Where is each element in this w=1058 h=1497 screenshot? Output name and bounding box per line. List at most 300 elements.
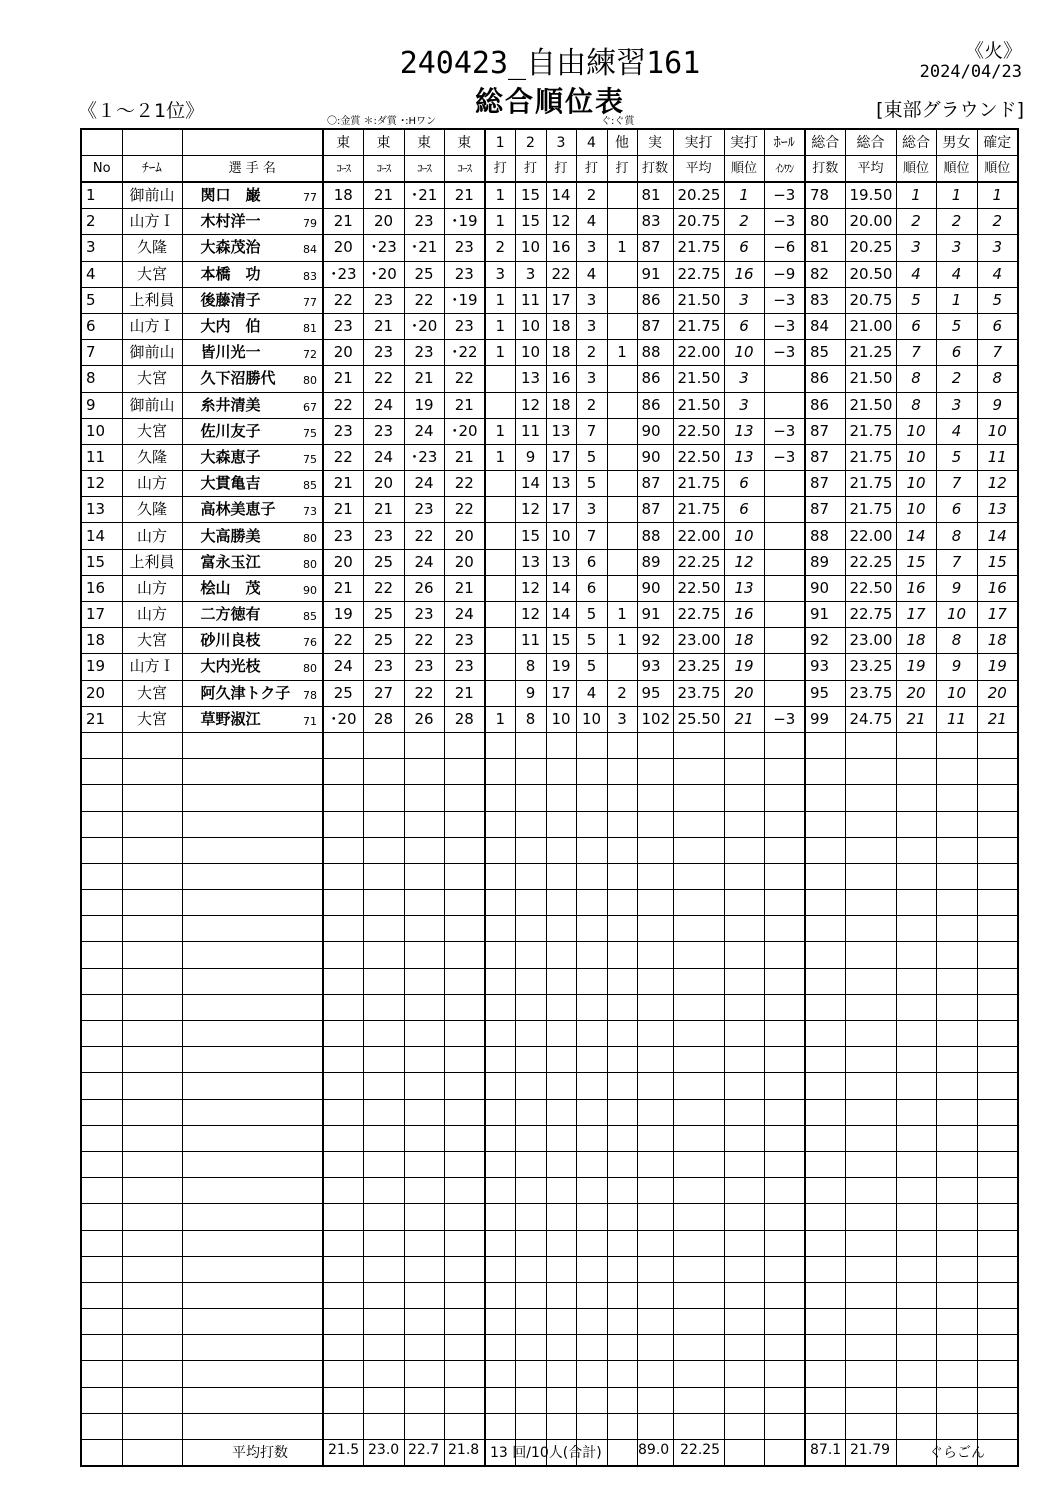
cell-c4: 22 <box>444 471 485 497</box>
cell-s1 <box>485 366 515 392</box>
cell-tavg: 21.50 <box>845 366 896 392</box>
cell-team: 山方Ｉ <box>122 654 182 680</box>
cell-grank: 9 <box>936 575 977 601</box>
empty-row <box>81 1125 1018 1151</box>
player-age: 67 <box>303 400 317 414</box>
cell-s2 <box>515 968 546 994</box>
cell-c2 <box>363 759 404 785</box>
cell-tavg <box>845 1151 896 1177</box>
cell-c2: 25 <box>363 602 404 628</box>
cell-team <box>122 1099 182 1125</box>
cell-rank <box>724 890 764 916</box>
empty-row <box>81 1282 1018 1308</box>
cell-c1 <box>323 1387 363 1413</box>
cell-avg: 22.50 <box>673 418 724 444</box>
cell-c4: ･19 <box>444 209 485 235</box>
header-bottom-cell: ｺｰｽ <box>404 156 444 183</box>
cell-so <box>607 994 637 1020</box>
cell-s3 <box>546 1178 576 1204</box>
cell-rank: 20 <box>724 680 764 706</box>
cell-strokes: 88 <box>637 523 673 549</box>
cell-so <box>607 182 637 209</box>
cell-c3: 26 <box>404 575 444 601</box>
cell-c4: 22 <box>444 366 485 392</box>
footer-course4-avg: 21.8 <box>448 1442 480 1458</box>
header-bottom-cell: 順位 <box>936 156 977 183</box>
cell-c1 <box>323 890 363 916</box>
cell-final <box>977 942 1018 968</box>
empty-row <box>81 942 1018 968</box>
header-bottom-cell: 打数 <box>805 156 845 183</box>
player-name: 阿久津トク子 <box>200 683 291 702</box>
cell-s3: 12 <box>546 209 576 235</box>
cell-tavg: 21.75 <box>845 497 896 523</box>
cell-c2 <box>363 811 404 837</box>
cell-final <box>977 1151 1018 1177</box>
cell-name <box>182 811 323 837</box>
cell-c2 <box>363 994 404 1020</box>
cell-strokes: 91 <box>637 602 673 628</box>
cell-s2: 9 <box>515 444 546 470</box>
cell-no: 16 <box>81 575 122 601</box>
cell-c4: 20 <box>444 523 485 549</box>
cell-c1 <box>323 1125 363 1151</box>
cell-trank <box>896 1413 936 1439</box>
player-name: 久下沼勝代 <box>200 369 276 388</box>
cell-no: 19 <box>81 654 122 680</box>
cell-s2 <box>515 1282 546 1308</box>
cell-total <box>805 732 845 758</box>
cell-final <box>977 1282 1018 1308</box>
cell-avg: 23.00 <box>673 628 724 654</box>
cell-c2: 21 <box>363 313 404 339</box>
cell-c3: 22 <box>404 523 444 549</box>
cell-no <box>81 1335 122 1361</box>
table-row <box>81 182 1018 209</box>
cell-c4 <box>444 1230 485 1256</box>
cell-s4 <box>576 1387 607 1413</box>
cell-rank <box>724 994 764 1020</box>
cell-so <box>607 1230 637 1256</box>
cell-c3: 23 <box>404 497 444 523</box>
footer-course1-avg: 21.5 <box>328 1442 360 1458</box>
cell-total: 82 <box>805 261 845 287</box>
cell-strokes <box>637 1021 673 1047</box>
cell-c1 <box>323 1309 363 1335</box>
cell-c2: 23 <box>363 523 404 549</box>
cell-no <box>81 811 122 837</box>
cell-total <box>805 1282 845 1308</box>
cell-strokes: 86 <box>637 287 673 313</box>
cell-c1 <box>323 1151 363 1177</box>
cell-strokes: 90 <box>637 575 673 601</box>
cell-tavg <box>845 1021 896 1047</box>
cell-c2: 21 <box>363 182 404 209</box>
cell-name <box>182 759 323 785</box>
cell-hio <box>764 1256 805 1282</box>
cell-total: 91 <box>805 602 845 628</box>
cell-s2: 8 <box>515 706 546 732</box>
cell-s1: 1 <box>485 340 515 366</box>
cell-so <box>607 497 637 523</box>
cell-strokes <box>637 1387 673 1413</box>
cell-s2 <box>515 837 546 863</box>
cell-rank: 21 <box>724 706 764 732</box>
cell-name <box>182 837 323 863</box>
cell-rank: 18 <box>724 628 764 654</box>
cell-avg <box>673 1282 724 1308</box>
cell-final: 9 <box>977 392 1018 418</box>
cell-rank <box>724 942 764 968</box>
cell-c4 <box>444 1204 485 1230</box>
cell-strokes <box>637 1151 673 1177</box>
header-bottom-cell: 選 手 名 <box>182 156 323 183</box>
player-age: 78 <box>303 688 317 702</box>
header-bottom-cell: 打数 <box>637 156 673 183</box>
cell-avg: 21.50 <box>673 392 724 418</box>
cell-total: 86 <box>805 392 845 418</box>
cell-total <box>805 1335 845 1361</box>
cell-name <box>182 575 323 601</box>
cell-hio <box>764 1309 805 1335</box>
cell-grank <box>936 916 977 942</box>
cell-tavg <box>845 1309 896 1335</box>
cell-s4 <box>576 1335 607 1361</box>
cell-no <box>81 890 122 916</box>
cell-s3 <box>546 1361 576 1387</box>
cell-s2: 15 <box>515 182 546 209</box>
cell-strokes <box>637 811 673 837</box>
cell-no <box>81 1361 122 1387</box>
cell-c1 <box>323 916 363 942</box>
cell-avg: 23.25 <box>673 654 724 680</box>
cell-rank <box>724 1309 764 1335</box>
cell-c1: ･23 <box>323 261 363 287</box>
cell-c4 <box>444 1099 485 1125</box>
cell-rank: 16 <box>724 261 764 287</box>
cell-so <box>607 418 637 444</box>
cell-team <box>122 837 182 863</box>
cell-c3 <box>404 1387 444 1413</box>
cell-final: 1 <box>977 182 1018 209</box>
player-name: 高林美恵子 <box>200 500 276 519</box>
cell-tavg: 21.00 <box>845 313 896 339</box>
cell-hio <box>764 1387 805 1413</box>
cell-s4 <box>576 785 607 811</box>
table-row <box>81 575 1018 601</box>
cell-s3 <box>546 890 576 916</box>
cell-trank: 17 <box>896 602 936 628</box>
cell-s4: 5 <box>576 444 607 470</box>
cell-final: 19 <box>977 654 1018 680</box>
cell-s3 <box>546 811 576 837</box>
cell-total <box>805 1047 845 1073</box>
cell-trank: 6 <box>896 313 936 339</box>
cell-s2 <box>515 1099 546 1125</box>
cell-strokes <box>637 1178 673 1204</box>
empty-row <box>81 863 1018 889</box>
player-name: 大内光枝 <box>200 657 261 676</box>
cell-hio: −3 <box>764 418 805 444</box>
cell-final <box>977 890 1018 916</box>
cell-strokes <box>637 1361 673 1387</box>
cell-so <box>607 1151 637 1177</box>
cell-s1 <box>485 1361 515 1387</box>
cell-c1: 21 <box>323 471 363 497</box>
cell-c1: 20 <box>323 549 363 575</box>
cell-s2: 10 <box>515 313 546 339</box>
table-row <box>81 602 1018 628</box>
cell-s1: 3 <box>485 261 515 287</box>
footer-label: 平均打数 <box>232 1445 288 1461</box>
cell-name <box>182 1151 323 1177</box>
cell-avg: 21.75 <box>673 471 724 497</box>
cell-so <box>607 1125 637 1151</box>
cell-c2: 20 <box>363 209 404 235</box>
cell-no: 5 <box>81 287 122 313</box>
header-top-cell: 4 <box>576 129 607 156</box>
cell-c3 <box>404 1361 444 1387</box>
cell-c3: 26 <box>404 706 444 732</box>
cell-s1 <box>485 1204 515 1230</box>
cell-c3: 19 <box>404 392 444 418</box>
cell-c3 <box>404 1047 444 1073</box>
cell-grank: 6 <box>936 340 977 366</box>
player-age: 73 <box>303 505 317 519</box>
cell-hio <box>764 523 805 549</box>
cell-no: 7 <box>81 340 122 366</box>
cell-final: 5 <box>977 287 1018 313</box>
cell-rank: 6 <box>724 471 764 497</box>
cell-team: 大宮 <box>122 261 182 287</box>
cell-s4 <box>576 1151 607 1177</box>
cell-trank <box>896 759 936 785</box>
cell-s2 <box>515 942 546 968</box>
cell-no: 1 <box>81 182 122 209</box>
cell-c3: 23 <box>404 209 444 235</box>
cell-avg <box>673 1204 724 1230</box>
cell-total <box>805 890 845 916</box>
cell-hio <box>764 1073 805 1099</box>
empty-row <box>81 916 1018 942</box>
cell-rank <box>724 1256 764 1282</box>
cell-hio <box>764 392 805 418</box>
cell-tavg <box>845 863 896 889</box>
table-row <box>81 706 1018 732</box>
cell-no: 9 <box>81 392 122 418</box>
cell-rank: 6 <box>724 235 764 261</box>
cell-so <box>607 942 637 968</box>
cell-s2 <box>515 811 546 837</box>
cell-c2 <box>363 942 404 968</box>
table-row <box>81 261 1018 287</box>
cell-s4: 5 <box>576 471 607 497</box>
cell-grank <box>936 1282 977 1308</box>
table-row <box>81 497 1018 523</box>
cell-s3: 15 <box>546 628 576 654</box>
cell-s2: 9 <box>515 680 546 706</box>
empty-row <box>81 732 1018 758</box>
cell-team: 山方 <box>122 471 182 497</box>
cell-grank <box>936 759 977 785</box>
cell-c1 <box>323 1230 363 1256</box>
cell-final: 7 <box>977 340 1018 366</box>
cell-no: 6 <box>81 313 122 339</box>
cell-c3: 24 <box>404 549 444 575</box>
cell-s4 <box>576 1309 607 1335</box>
cell-hio <box>764 732 805 758</box>
cell-no <box>81 994 122 1020</box>
cell-no: 11 <box>81 444 122 470</box>
header-top-cell: 実打 <box>673 129 724 156</box>
cell-s4: 3 <box>576 366 607 392</box>
cell-s2: 13 <box>515 549 546 575</box>
cell-team: 御前山 <box>122 182 182 209</box>
cell-tavg <box>845 785 896 811</box>
cell-total: 87 <box>805 471 845 497</box>
cell-rank <box>724 968 764 994</box>
cell-trank <box>896 1335 936 1361</box>
cell-s3 <box>546 1282 576 1308</box>
cell-s3: 17 <box>546 680 576 706</box>
header-top-cell: 2 <box>515 129 546 156</box>
cell-so: 1 <box>607 340 637 366</box>
cell-hio <box>764 1282 805 1308</box>
cell-c3 <box>404 785 444 811</box>
cell-total <box>805 1099 845 1125</box>
cell-trank: 8 <box>896 366 936 392</box>
cell-c3 <box>404 837 444 863</box>
cell-final <box>977 1387 1018 1413</box>
cell-rank <box>724 785 764 811</box>
cell-name <box>182 1309 323 1335</box>
cell-tavg: 21.75 <box>845 418 896 444</box>
cell-team <box>122 1125 182 1151</box>
cell-s3 <box>546 1256 576 1282</box>
cell-so: 1 <box>607 235 637 261</box>
cell-c1: 22 <box>323 392 363 418</box>
cell-hio <box>764 890 805 916</box>
player-age: 71 <box>303 714 317 728</box>
cell-s3 <box>546 994 576 1020</box>
cell-strokes <box>637 785 673 811</box>
cell-c4: 23 <box>444 261 485 287</box>
cell-total: 88 <box>805 523 845 549</box>
cell-no: 21 <box>81 706 122 732</box>
cell-team <box>122 1361 182 1387</box>
cell-c4: 21 <box>444 680 485 706</box>
cell-s1 <box>485 1413 515 1439</box>
cell-c2 <box>363 916 404 942</box>
cell-grank: 2 <box>936 366 977 392</box>
cell-no: 10 <box>81 418 122 444</box>
cell-s3: 18 <box>546 392 576 418</box>
cell-c3: 23 <box>404 340 444 366</box>
cell-name <box>182 1413 323 1439</box>
cell-team: 久隆 <box>122 497 182 523</box>
player-name: 佐川友子 <box>200 421 261 440</box>
cell-hio <box>764 811 805 837</box>
cell-c2 <box>363 1230 404 1256</box>
cell-trank: 7 <box>896 340 936 366</box>
cell-no: 8 <box>81 366 122 392</box>
cell-s1: 1 <box>485 209 515 235</box>
cell-s2 <box>515 1178 546 1204</box>
player-name: 二方徳有 <box>200 605 261 624</box>
cell-total: 86 <box>805 366 845 392</box>
cell-avg <box>673 1047 724 1073</box>
cell-total: 89 <box>805 549 845 575</box>
cell-strokes <box>637 759 673 785</box>
cell-so <box>607 916 637 942</box>
cell-s2: 10 <box>515 340 546 366</box>
cell-c3 <box>404 759 444 785</box>
cell-c3 <box>404 811 444 837</box>
cell-strokes: 102 <box>637 706 673 732</box>
cell-total <box>805 1125 845 1151</box>
cell-s1 <box>485 732 515 758</box>
player-age: 75 <box>303 452 317 466</box>
cell-c4 <box>444 916 485 942</box>
cell-trank <box>896 837 936 863</box>
cell-avg <box>673 811 724 837</box>
cell-s1: 1 <box>485 444 515 470</box>
empty-row <box>81 785 1018 811</box>
cell-name <box>182 1047 323 1073</box>
cell-name <box>182 1178 323 1204</box>
cell-c2: 22 <box>363 366 404 392</box>
cell-so <box>607 968 637 994</box>
cell-avg <box>673 1309 724 1335</box>
cell-grank <box>936 942 977 968</box>
cell-c2: 23 <box>363 340 404 366</box>
cell-s4 <box>576 1047 607 1073</box>
cell-hio <box>764 1125 805 1151</box>
cell-s1: 1 <box>485 287 515 313</box>
cell-avg <box>673 968 724 994</box>
cell-name <box>182 968 323 994</box>
cell-name <box>182 287 323 313</box>
cell-c1 <box>323 1099 363 1125</box>
header-bottom-cell: 打 <box>576 156 607 183</box>
cell-trank: 5 <box>896 287 936 313</box>
cell-hio: −3 <box>764 706 805 732</box>
cell-team: 久隆 <box>122 444 182 470</box>
cell-hio: −3 <box>764 182 805 209</box>
cell-s1 <box>485 942 515 968</box>
cell-rank: 19 <box>724 654 764 680</box>
cell-team <box>122 916 182 942</box>
cell-so <box>607 313 637 339</box>
cell-s3 <box>546 1387 576 1413</box>
cell-c2 <box>363 1309 404 1335</box>
cell-c3: ･21 <box>404 182 444 209</box>
cell-total <box>805 968 845 994</box>
cell-team <box>122 811 182 837</box>
cell-s3: 13 <box>546 471 576 497</box>
cell-team: 山方 <box>122 575 182 601</box>
empty-row <box>81 1204 1018 1230</box>
cell-hio <box>764 1047 805 1073</box>
cell-grank <box>936 785 977 811</box>
cell-no <box>81 732 122 758</box>
cell-total <box>805 1204 845 1230</box>
cell-s4: 6 <box>576 549 607 575</box>
cell-c4 <box>444 1047 485 1073</box>
cell-so <box>607 575 637 601</box>
cell-team: 御前山 <box>122 340 182 366</box>
cell-tavg: 20.25 <box>845 235 896 261</box>
